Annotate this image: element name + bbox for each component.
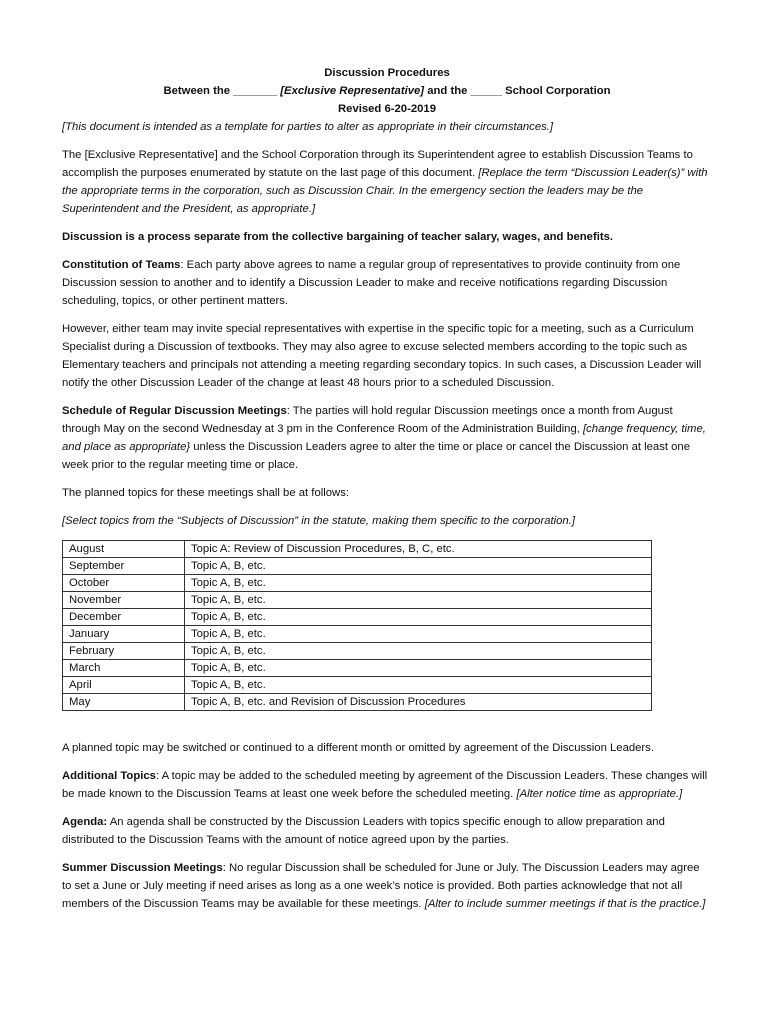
subtitle-part: Between the _______ <box>163 85 281 97</box>
switched-paragraph: A planned topic may be switched or continued to a different month or omitted by agreement of the Discussion Leaders. <box>62 742 654 754</box>
month-cell: March <box>63 660 185 677</box>
month-cell: December <box>63 609 185 626</box>
table-row <box>63 626 652 643</box>
agenda-heading: Agenda: <box>62 816 108 828</box>
topic-cell: Topic A, B, etc. <box>185 677 652 694</box>
additional-paragraph <box>62 767 712 803</box>
month-cell: May <box>63 694 185 711</box>
table-row <box>63 677 652 694</box>
table-row <box>63 592 652 609</box>
document-subtitle <box>62 82 712 100</box>
document-page <box>62 64 712 923</box>
document-title: Discussion Procedures <box>324 67 450 79</box>
table-row <box>63 558 652 575</box>
intro-paragraph <box>62 146 712 218</box>
however-paragraph: However, either team may invite special representatives with expertise in the specific topic for a meeting, such as a Curriculum Specialist during a Discussion of textbooks. They may also agree to excuse selected members according to the topic such as Elementary teachers and principals not attending a meeting regarding secondary topics. In such cases, a Discussion Leader will notify the other Discussion Leader of the change at least 48 hours prior to a scheduled Discussion. <box>62 323 702 389</box>
template-note: [This document is intended as a template for parties to alter as appropriate in their circumstances.] <box>62 121 554 133</box>
planned-topics-intro: The planned topics for these meetings shall be at follows: <box>62 487 349 499</box>
constitution-paragraph <box>62 256 712 310</box>
constitution-heading: Constitution of Teams <box>62 259 181 271</box>
month-cell: September <box>63 558 185 575</box>
topic-cell: Topic A, B, etc. <box>185 592 652 609</box>
subtitle-placeholder: [Exclusive Representative] <box>280 85 425 97</box>
separate-statement: Discussion is a process separate from the collective bargaining of teacher salary, wages, and benefits. <box>62 231 614 243</box>
summer-paragraph <box>62 859 712 913</box>
month-cell: January <box>63 626 185 643</box>
schedule-text: : The parties will hold regular Discussion meetings once a month from August through May on the second Wednesday at 3 pm in the Conference Room of the Administration Building, <box>62 405 673 435</box>
topic-cell: Topic A, B, etc. <box>185 626 652 643</box>
topics-table <box>62 540 652 711</box>
topic-cell: Topic A, B, etc. <box>185 558 652 575</box>
month-cell: October <box>63 575 185 592</box>
topic-cell: Topic A, B, etc. <box>185 643 652 660</box>
additional-text: : A topic may be added to the scheduled meeting by agreement of the Discussion Leaders. These changes will be made known to the Discussion Teams at least one week before the scheduled meeting. <box>62 770 708 800</box>
topic-cell: Topic A, B, etc. and Revision of Discussion Procedures <box>185 694 652 711</box>
select-topics-note: [Select topics from the “Subjects of Discussion” in the statute, making them specific to the corporation.] <box>62 515 575 527</box>
agenda-paragraph <box>62 813 712 849</box>
table-row <box>63 541 652 558</box>
schedule-text: unless the Discussion Leaders agree to alter the time or place or cancel the Discussion at least one week prior to the regular meeting time or place. <box>62 441 690 471</box>
topic-cell: Topic A: Review of Discussion Procedures, B, C, etc. <box>185 541 652 558</box>
topic-cell: Topic A, B, etc. <box>185 609 652 626</box>
topic-cell: Topic A, B, etc. <box>185 660 652 677</box>
summer-text: : No regular Discussion shall be scheduled for June or July. The Discussion Leaders may agree to set a June or July meeting if need arises as long as a one week’s notice is provided. Both parties acknowledge that not all members of the Discussion Teams may be available for these meetings. <box>62 862 700 910</box>
subtitle-part: and the _____ School Corporation <box>424 85 611 97</box>
intro-text: The [Exclusive Representative] and the School Corporation through its Superintendent agree to establish Discussion Teams to accomplish the purposes enumerated by statute on the last page of this document. <box>62 149 693 179</box>
topic-cell: Topic A, B, etc. <box>185 575 652 592</box>
table-row <box>63 694 652 711</box>
table-row <box>63 575 652 592</box>
month-cell: August <box>63 541 185 558</box>
intro-note: [Replace the term “Discussion Leader(s)” with the appropriate terms in the corporation, such as Discussion Chair. In the emergency section the leaders may be the Superintendent and the President, as appropriate.] <box>62 167 708 215</box>
constitution-text: : Each party above agrees to name a regular group of representatives to provide continuity from one Discussion session to another and to identify a Discussion Leader to make and receive notifications regarding Discussion scheduling, topics, or other pertinent matters. <box>62 259 681 307</box>
schedule-paragraph <box>62 402 712 474</box>
schedule-note: [change frequency, time, and place as appropriate} <box>62 423 706 453</box>
month-cell: April <box>63 677 185 694</box>
month-cell: November <box>63 592 185 609</box>
summer-heading: Summer Discussion Meetings <box>62 862 223 874</box>
table-row <box>63 660 652 677</box>
summer-note: [Alter to include summer meetings if that is the practice.] <box>424 898 706 910</box>
month-cell: February <box>63 643 185 660</box>
revised-date: Revised 6-20-2019 <box>338 103 436 115</box>
table-row <box>63 643 652 660</box>
schedule-heading: Schedule of Regular Discussion Meetings <box>62 405 287 417</box>
additional-heading: Additional Topics <box>62 770 156 782</box>
additional-note: [Alter notice time as appropriate.] <box>516 788 683 800</box>
table-row <box>63 609 652 626</box>
agenda-text: An agenda shall be constructed by the Discussion Leaders with topics specific enough to allow preparation and distributed to the Discussion Teams with the amount of notice agreed upon by the parties. <box>62 816 665 846</box>
